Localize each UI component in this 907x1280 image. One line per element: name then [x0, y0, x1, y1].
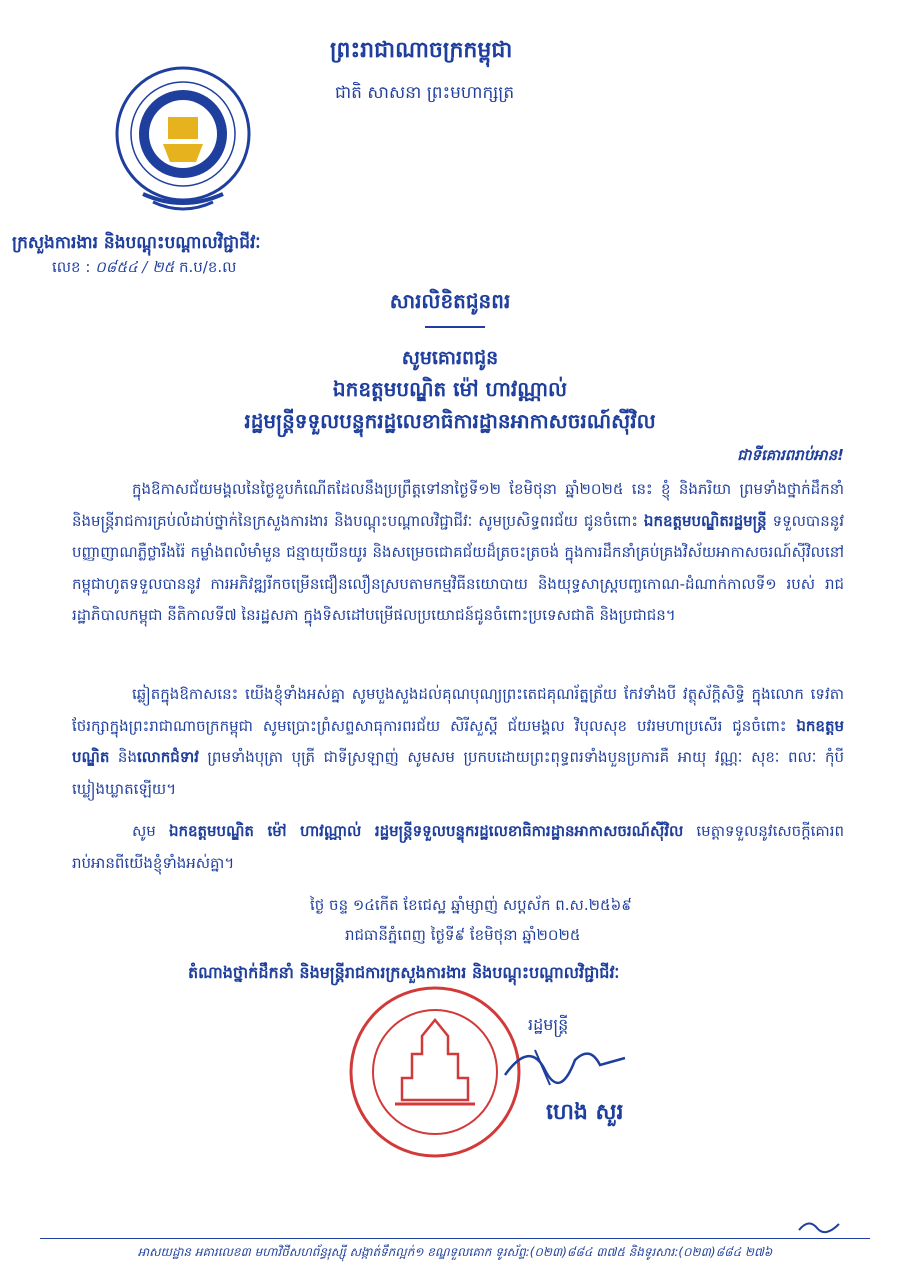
solar-date: រាជធានីភ្នំពេញ ថ្ងៃទី៩ ខែមិថុនា ឆ្នាំ២០២៥ [345, 926, 581, 944]
initials-mark [795, 1212, 845, 1236]
kingdom-title: ព្រះរាជាណាចក្រកម្ពុជា [330, 38, 513, 63]
ministry-logo [108, 62, 258, 212]
signing-organization: តំណាងថ្នាក់ដឹកនាំ និងមន្ត្រីរាជការក្រសួងការងារ និងបណ្តុះបណ្តាលវិជ្ជាជីវៈ [188, 963, 620, 982]
signer-name: ហេង សួរ [546, 1100, 624, 1125]
signer-title: រដ្ឋមន្ត្រី [528, 1015, 569, 1034]
national-motto: ជាតិ សាសនា ព្រះមហាក្សត្រ [335, 83, 515, 103]
title-divider [425, 326, 485, 328]
document-title: សារលិខិតជូនពរ [389, 289, 511, 313]
recipient-name: ឯកឧត្តមបណ្ឌិត ម៉ៅ ហាវណ្ណាល់ [332, 377, 568, 401]
footer-divider [40, 1238, 870, 1239]
body-paragraph-1: ក្នុងឱកាសជ័យមង្គលនៃថ្ងៃខួបកំណើតដែលនឹងប្រព្រឹត្តទៅនាថ្ងៃទី១២ ខែមិថុនា ឆ្នាំ២០២៥ នេះ ខ្ញុំ និងភរិយា ព្រមទាំងថ្នាក់ដឹកនាំ និងមន្ត្រីរាជការគ្រប់លំដាប់ថ្នាក់នៃក្រសួងការងារ និងបណ្តុះបណ្តាលវិជ្ជាជីវៈ សូមប្រសិទ្ធពរជ័យ ជូនចំពោះ ឯកឧត្តមបណ្ឌិតរដ្ឋមន្ត្រី ទទួលបាននូវបញ្ញាញាណភ្លឺថ្លារឹងរ៉ៃ កម្លាំងពលំមាំមួន ជន្មាយុយឺនយូរ និងសម្រេចជោគជ័យដ៏ត្រចះត្រចង់ ក្នុងការដឹកនាំគ្រប់គ្រងវិស័យអាកាសចរណ៍ស៊ីវិលនៅកម្ពុជាហូតទទួលបាននូវ ការអភិវឌ្ឍរីកចម្រើនជឿនលឿនស្របតាមកម្មវិធីនយោបាយ និងយុទ្ធសាស្ត្របញ្ចកោណ-ដំណាក់កាលទី១ របស់ រាជរដ្ឋាភិបាលកម្ពុជា នីតិកាលទី៧ នៃរដ្ឋសភា ក្នុងទិសដៅបម្រើផលប្រយោជន៍ជូនចំពោះប្រទេសជាតិ និងប្រជាជន។ [72, 480, 844, 624]
lunar-date: ថ្ងៃ ចន្ទ ១៤កើត ខែជេស្ឋ ឆ្នាំម្សាញ់ សប្តស័ក ព.ស.២៥៦៩ [310, 896, 632, 914]
bold-honorific: ឯកឧត្តមបណ្ឌិតរដ្ឋមន្ត្រី [643, 511, 767, 530]
respect-closing: ជាទីគោរពរាប់អាន! [737, 446, 844, 464]
handwritten-signature [500, 1030, 630, 1090]
body-paragraph-2: ឆ្លៀតក្នុងឱកាសនេះ យើងខ្ញុំទាំងអស់គ្នា សូមបួងសួងដល់គុណបុណ្យព្រះតេជគុណរ័ត្នត្រ័យ កែវទាំងបី វត្ថុស័ក្តិសិទ្ធិ ក្នុងលោក ទេវតាថែរក្សាក្នុងព្រះរាជាណាចក្រកម្ពុជា សូមប្រោះព្រំសព្ទសាធុការពរជ័យ សិរីសួស្តី ជ័យមង្គល វិបុលសុខ បវរមហាប្រសើរ ជូនចំពោះ ឯកឧត្តមបណ្ឌិត និងលោកជំទាវ ព្រមទាំងបុត្រា បុត្រី ជាទីស្រឡាញ់ សូមសម ប្រកបដោយព្រះពុទ្ធពរទាំងបួនប្រការគឺ អាយុ វណ្ណៈ សុខៈ ពលៈ កុំបីឃ្លៀងឃ្លាតឡើយ។ [72, 685, 844, 798]
reference-suffix: ក.ប/ខ.ល [179, 258, 237, 276]
footer-address: អាសយដ្ឋាន អគារលេខ៣ មហាវិថីសហព័ន្ធរុស្ស៊ី សង្កាត់ទឹកល្អក់១ ខណ្ឌទួលគោក ទូរស័ព្ទ:(០២៣)៨៨៤ ៣៧៥ និងទូរសារ:(០២៣)៨៨៤ ២៧៦ [137, 1245, 773, 1259]
bold-recipient: ឯកឧត្តមបណ្ឌិត ម៉ៅ ហាវណ្ណាល់ រដ្ឋមន្ត្រីទទួលបន្ទុករដ្ឋលេខាធិការដ្ឋានអាកាសចរណ៍ស៊ីវិល [168, 822, 684, 840]
reference-number: ០៨៥៤ / ២៥ [95, 258, 175, 276]
body-paragraph-3: សូម ឯកឧត្តមបណ្ឌិត ម៉ៅ ហាវណ្ណាល់ រដ្ឋមន្ត្រីទទួលបន្ទុករដ្ឋលេខាធិការដ្ឋានអាកាសចរណ៍ស៊ីវិល មេត្តាទទួលនូវសេចក្តីគោរពរាប់អានពីយើងខ្ញុំទាំងអស់គ្នា។ [72, 822, 844, 872]
ministry-name: ក្រសួងការងារ និងបណ្តុះបណ្តាលវិជ្ជាជីវៈ [12, 233, 261, 253]
bold-spouse-title: លោកជំទាវ [136, 748, 199, 766]
recipient-position: រដ្ឋមន្ត្រីទទួលបន្ទុករដ្ឋលេខាធិការដ្ឋានអាកាសចរណ៍ស៊ីវិល [244, 409, 656, 433]
bold-honorific: ឯកឧត្តមបណ្ឌិត [72, 716, 844, 766]
reference-line [52, 258, 372, 280]
salutation: សូមគោរពជូន [401, 347, 499, 369]
reference-label: លេខ : [52, 258, 91, 276]
